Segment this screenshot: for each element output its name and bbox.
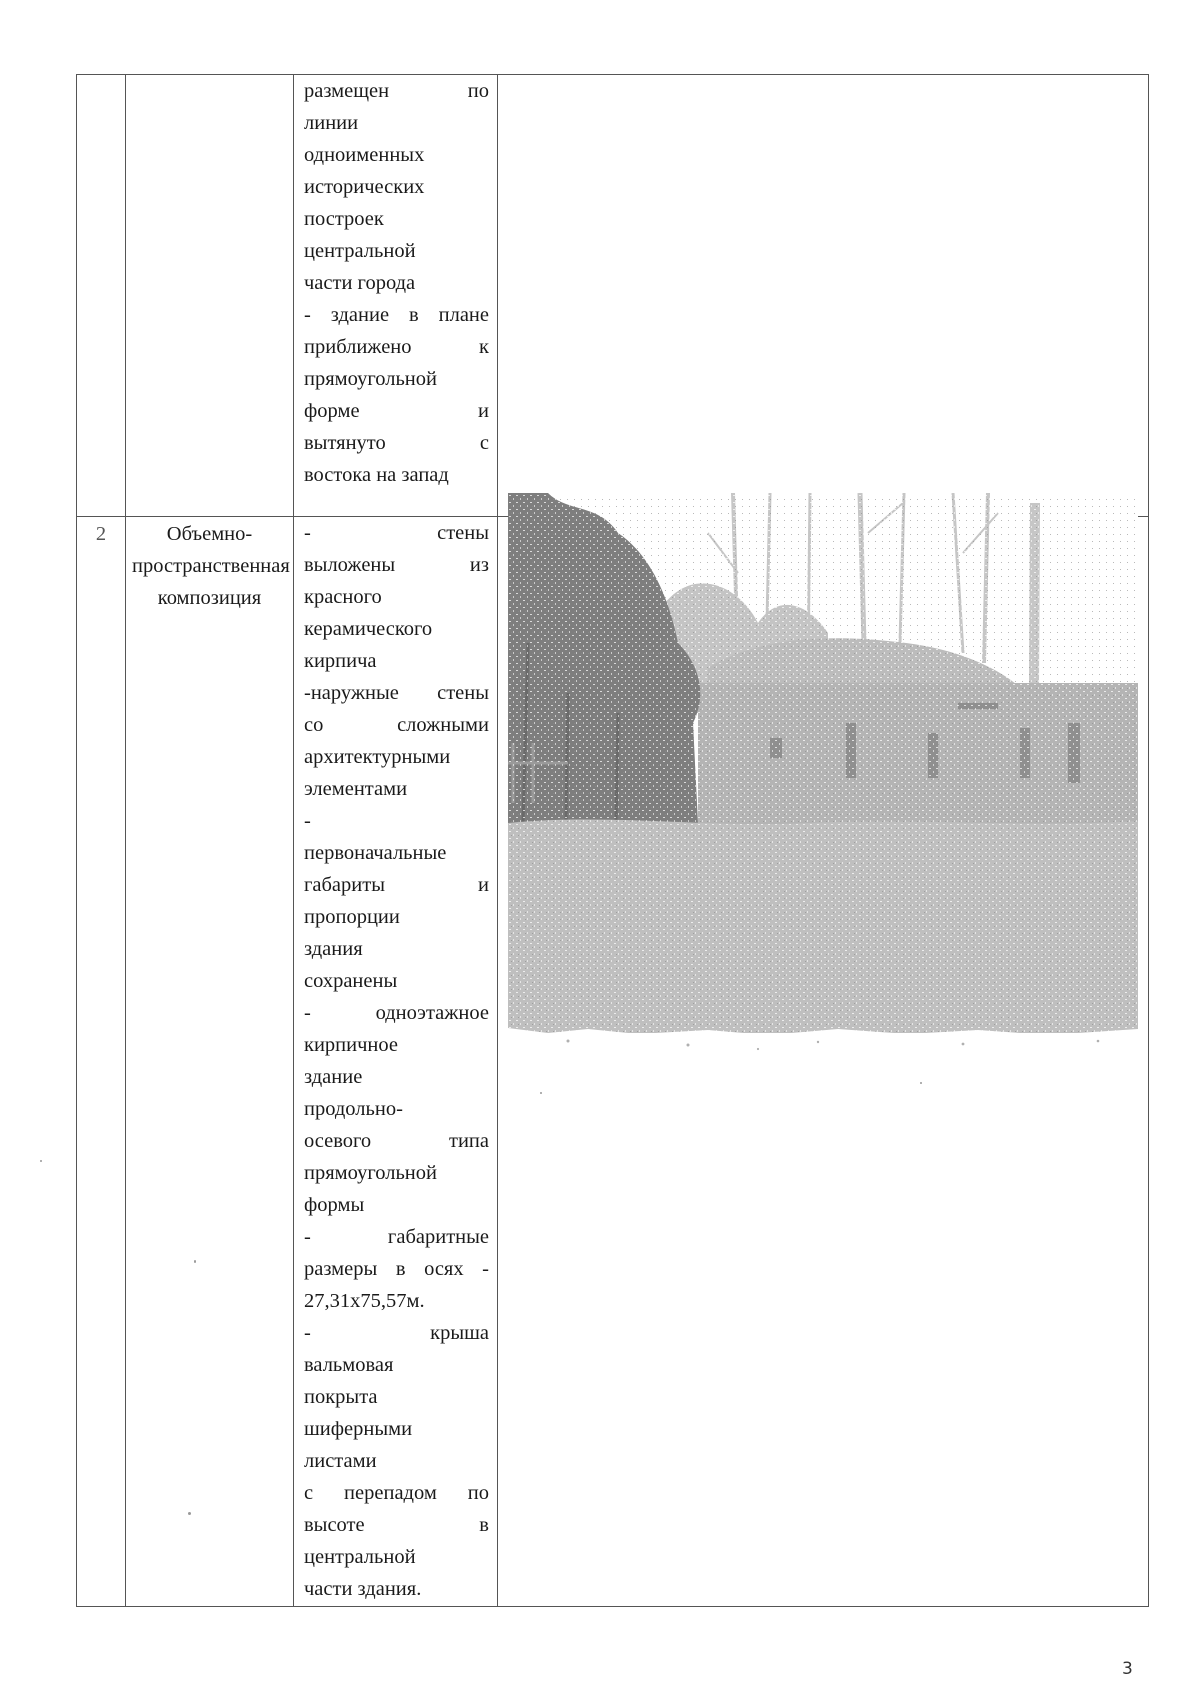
description-line: высоте в bbox=[304, 1514, 489, 1536]
table-row bbox=[77, 517, 1149, 1607]
description-cell bbox=[294, 75, 498, 517]
description-line: кирпича bbox=[304, 650, 377, 672]
table-row bbox=[77, 75, 1149, 517]
description-line: прямоугольной bbox=[304, 368, 437, 390]
description-line: одноименных bbox=[304, 144, 425, 166]
description-line: первоначальные bbox=[304, 842, 447, 864]
description-line: красного bbox=[304, 586, 382, 608]
description-line: -наружные стены bbox=[304, 682, 489, 704]
row-number-cell: 2 bbox=[77, 517, 126, 1607]
row-number-cell bbox=[77, 75, 126, 517]
page-number: 3 bbox=[1122, 1659, 1133, 1679]
document-table bbox=[76, 74, 1149, 1607]
description-line: - одноэтажное bbox=[304, 1002, 489, 1024]
description-line: листами bbox=[304, 1450, 377, 1472]
scan-speck bbox=[194, 1260, 196, 1263]
description-line: формы bbox=[304, 1194, 365, 1216]
scan-speck bbox=[920, 1082, 922, 1084]
description-line: - крыша bbox=[304, 1322, 489, 1344]
description-line: части города bbox=[304, 272, 416, 294]
description-line: архитектурными bbox=[304, 746, 451, 768]
description-line: сохранены bbox=[304, 970, 398, 992]
description-line: размеры в осях - bbox=[304, 1258, 489, 1280]
section-name-cell bbox=[126, 75, 294, 517]
description-line: исторических bbox=[304, 176, 425, 198]
description-line: здания bbox=[304, 938, 363, 960]
description-line: центральной bbox=[304, 1546, 416, 1568]
description-line: элементами bbox=[304, 778, 408, 800]
description-line: - стены bbox=[304, 522, 489, 544]
description-line: прямоугольной bbox=[304, 1162, 437, 1184]
description-line: вальмовая bbox=[304, 1354, 394, 1376]
section-name-cell: Объемно-пространственная композиция bbox=[126, 517, 294, 1607]
description-line: здание bbox=[304, 1066, 363, 1088]
description-line: 27,31х75,57м. bbox=[304, 1290, 425, 1312]
description-line: части здания. bbox=[304, 1578, 422, 1600]
description-line: построек bbox=[304, 208, 384, 230]
description-line: - bbox=[304, 810, 311, 832]
description-line: приближено к bbox=[304, 336, 489, 358]
building-photo bbox=[508, 493, 1138, 1058]
description-line: керамического bbox=[304, 618, 433, 640]
description-line: линии bbox=[304, 112, 359, 134]
description-line: продольно- bbox=[304, 1098, 403, 1120]
description-cell bbox=[294, 517, 498, 1607]
photo-cell-empty bbox=[498, 75, 1149, 517]
description-line: со сложными bbox=[304, 714, 489, 736]
photo-cell bbox=[498, 517, 1149, 1607]
scan-speck bbox=[540, 1092, 542, 1094]
description-line: с перепадом по bbox=[304, 1482, 489, 1504]
description-line: вытянуто с bbox=[304, 432, 489, 454]
description-line: габариты и bbox=[304, 874, 489, 896]
description-line: выложены из bbox=[304, 554, 489, 576]
description-line: осевого типа bbox=[304, 1130, 489, 1152]
scan-speck bbox=[188, 1512, 191, 1515]
description-line: шиферными bbox=[304, 1418, 413, 1440]
description-line: кирпичное bbox=[304, 1034, 399, 1056]
description-line: размещен по bbox=[304, 80, 489, 102]
description-line: покрыта bbox=[304, 1386, 378, 1408]
description-line: - габаритные bbox=[304, 1226, 489, 1248]
description-line: пропорции bbox=[304, 906, 400, 928]
description-line: - здание в плане bbox=[304, 304, 489, 326]
description-line: центральной bbox=[304, 240, 416, 262]
description-line: форме и bbox=[304, 400, 489, 422]
scan-speck bbox=[40, 1160, 42, 1162]
description-line: востока на запад bbox=[304, 464, 449, 486]
